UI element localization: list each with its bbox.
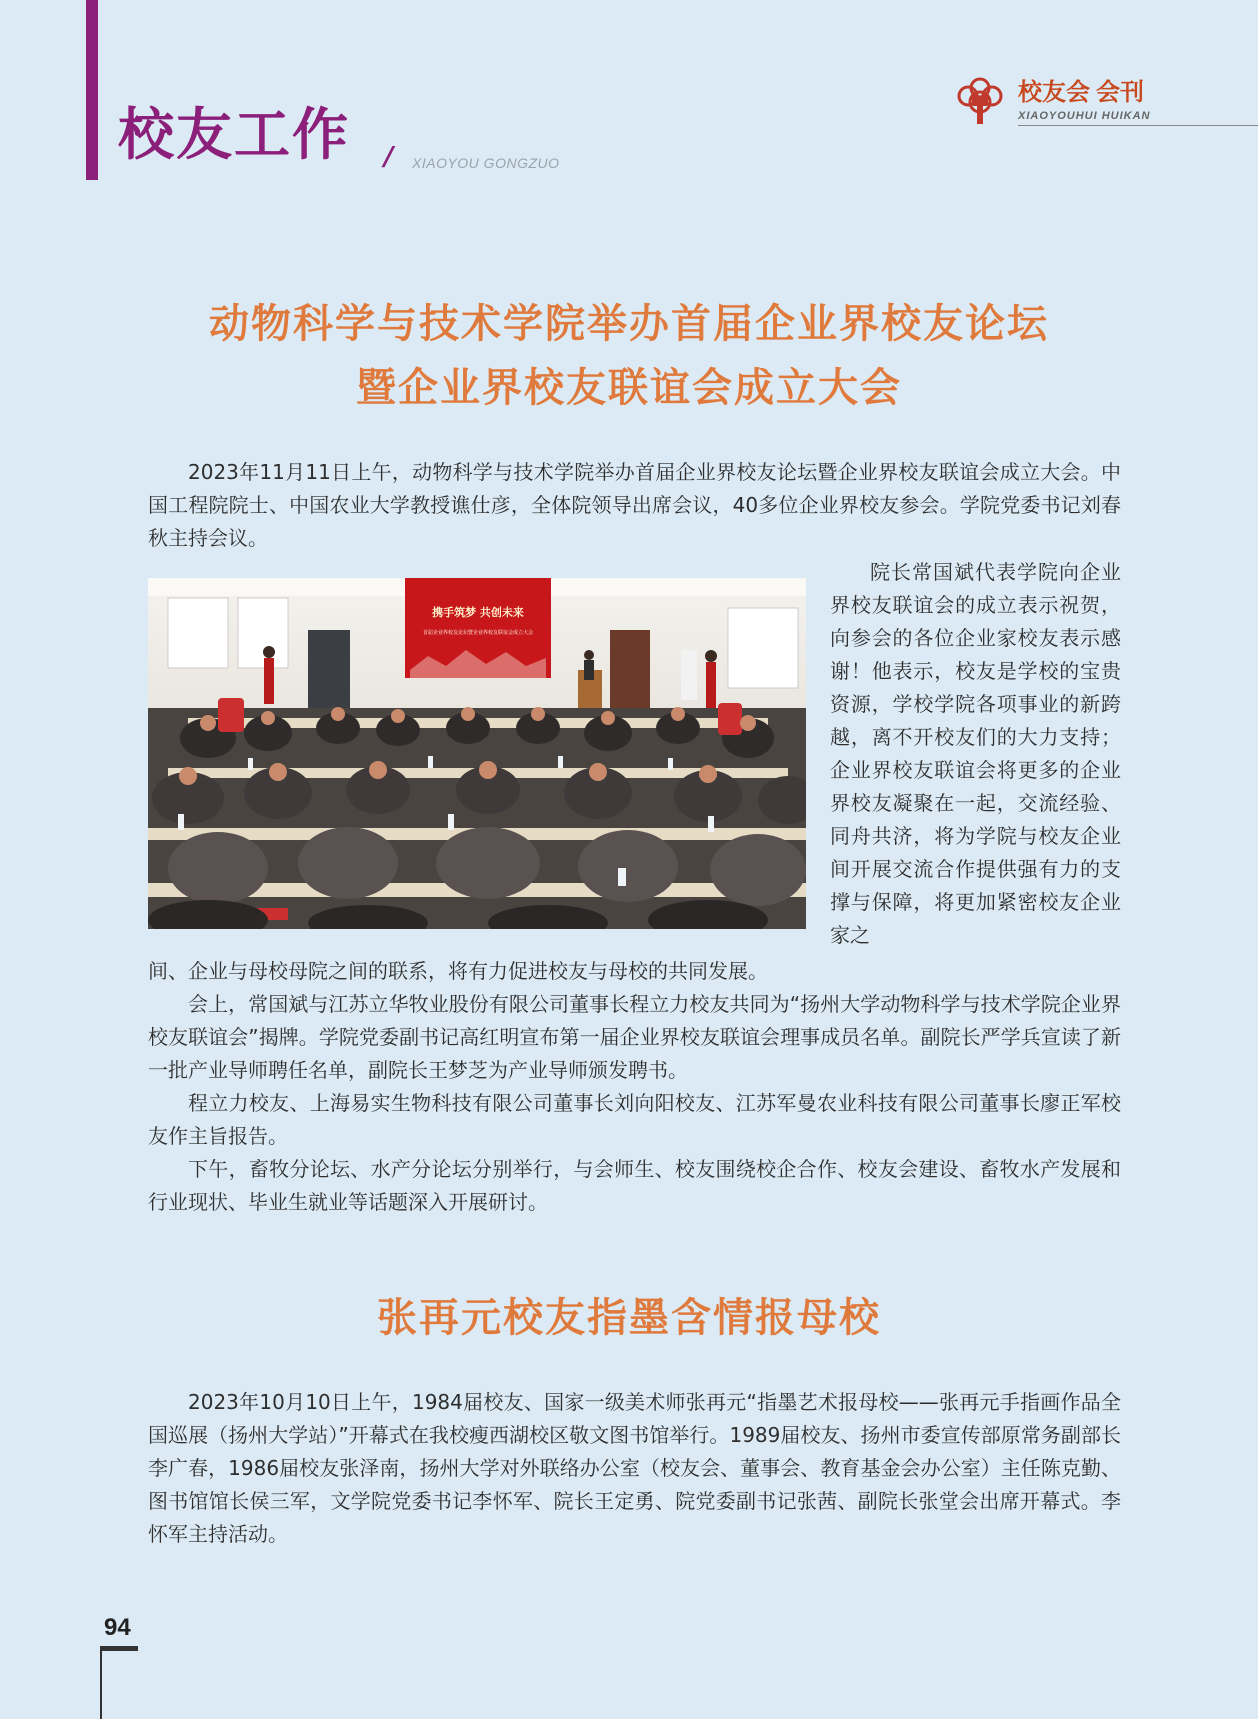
article1-paragraph-3: 程立力校友、上海易实生物科技有限公司董事长刘向阳校友、江苏军曼农业科技有限公司董事长廖正军校友作主旨报告。 [148,1091,1121,1148]
article2-paragraph-1: 2023年10月10日上午，1984届校友、国家一级美术师张再元“指墨艺术报母校——张再元手指画作品全国巡展（扬州大学站）”开幕式在我校瘦西湖校区敬文图书馆举行。1989届校友、扬州市委宣传部原常务副部长李广春，1986届校友张泽南，扬州大学对外联络办公室（校友会、董事会、教育基金会办公室）主任陈克勤、图书馆馆长侯三军，文学院党委书记李怀军、院长王定勇、院党委副书记张茜、副院长张堂会出席开幕式。李怀军主持活动。 [148,1390,1121,1546]
magazine-title [1018,80,1144,104]
article1-paragraph-4: 下午，畜牧分论坛、水产分论坛分别举行，与会师生、校友围绕校企合作、校友会建设、畜牧水产发展和行业现状、毕业生就业等话题深入开展研讨。 [148,1157,1121,1214]
article1-title-line2: 暨企业界校友联谊会成立大会 [356,364,902,411]
magazine-title-main: 校友会 [1018,78,1090,106]
article2-title: 张再元校友指墨含情报母校 [377,1294,881,1341]
page-corner-rule [100,1646,102,1719]
article1-paragraph-2: 会上，常国斌与江苏立华牧业股份有限公司董事长程立力校友共同为“扬州大学动物科学与技术学院企业界校友联谊会”揭牌。学院党委副书记高红明宣布第一届企业界校友联谊会理事成员名单。副院长严学兵宣读了新一批产业导师聘任名单，副院长王梦芝为产业导师颁发聘书。 [148,992,1121,1082]
article1-intro [148,456,1121,555]
header-rule [1018,125,1258,126]
article1-intro-paragraph: 2023年11月11日上午，动物科学与技术学院举办首届企业界校友论坛暨企业界校友联谊会成立大会。中国工程院院士、中国农业大学教授谯仕彦，全体院领导出席会议，40多位企业界校友参会。学院党委书记刘春秋主持会议。 [148,460,1121,550]
section-title: 校友工作 [118,103,350,168]
article1-body [148,955,1121,1219]
article1-continuation: 间、企业与母校母院之间的联系，将有力促进校友与母校的共同发展。 [148,959,768,983]
stage-screen-title: 携手筑梦 共创未来 [432,606,524,619]
conference-photo [148,578,806,929]
magazine-title-sub: 会刊 [1096,78,1144,106]
article2-body [148,1386,1121,1551]
alumni-tree-logo-icon [955,74,1005,126]
stage-screen-subtitle: 首届企业界校友论坛暨企业界校友联谊会成立大会 [422,630,534,636]
page-number: 94 [104,1614,131,1641]
article1-side-column [830,556,1121,952]
article1-side-paragraph: 院长常国斌代表学院向企业界校友联谊会的成立表示祝贺，向参会的各位企业家校友表示感谢！他表示，校友是学校的宝贵资源，学校学院各项事业的新跨越，离不开校友们的大力支持；企业界校友联谊会将更多的企业界校友凝聚在一起，交流经验、同舟共济，将为学院与校友企业间开展交流合作提供强有力的支撑与保障，将更加紧密校友企业家之 [830,560,1121,947]
section-slash: / [384,142,394,172]
section-pinyin: XIAOYOU GONGZUO [412,155,560,171]
magazine-pinyin: XIAOYOUHUI HUIKAN [1018,110,1151,122]
article1-title-line1: 动物科学与技术学院举办首届企业界校友论坛 [209,300,1049,347]
section-accent-bar [86,0,98,180]
page-number-rule [100,1646,138,1651]
